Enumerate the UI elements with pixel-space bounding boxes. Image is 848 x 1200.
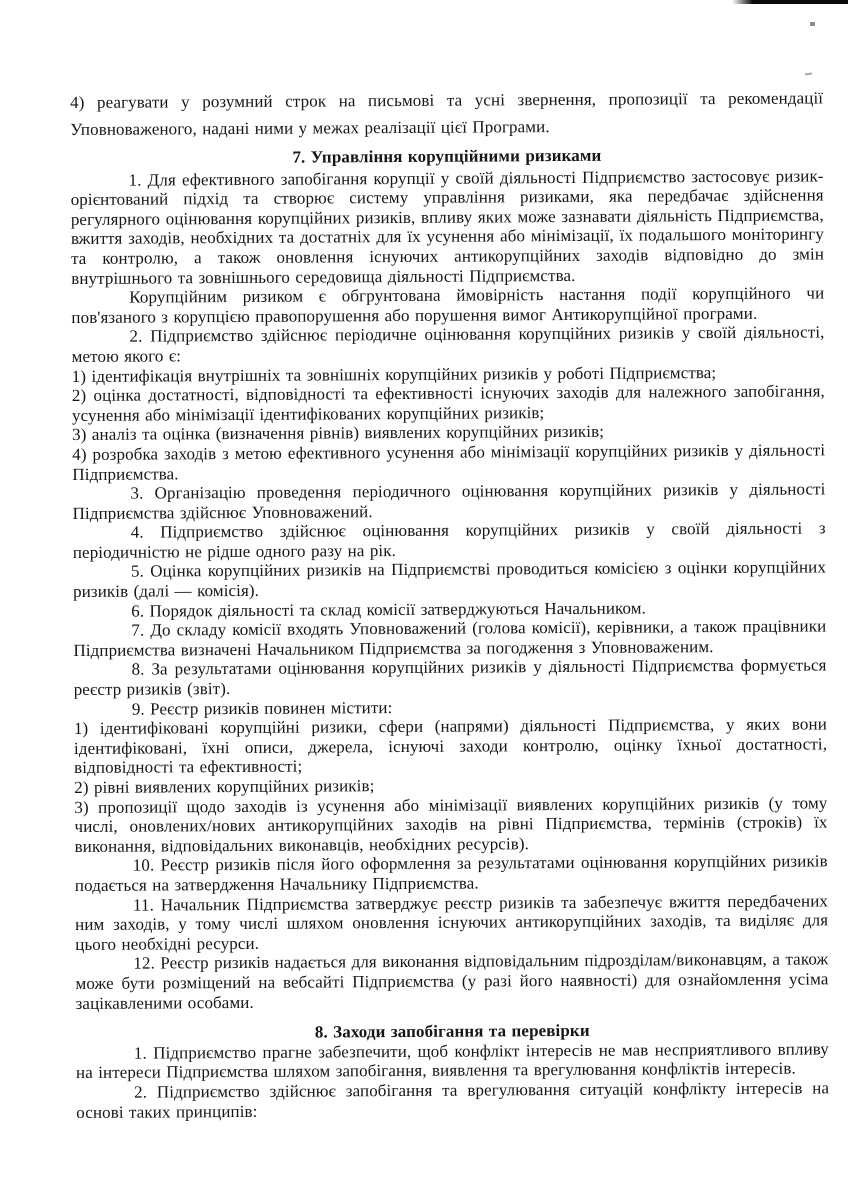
paragraph-7-7: 7. До складу комісії входять Уповноважений (голова комісії), керівники, а також працівники Підприємства визначені Начальником Підприємства за погодження з Уповноваженим. [73, 616, 827, 660]
list-item-7-2-4: 4) розробка заходів з метою ефективного усунення або мінімізації корупційних ризиків у діяльності Підприємства. [72, 440, 826, 484]
paragraph-7-3: 3. Організацію проведення періодичного оцінювання корупційних ризиків у діяльності Підприємства здійснює Уповноважений. [72, 479, 826, 523]
scan-dash-artifact [805, 73, 812, 76]
document-page [70, 84, 829, 1122]
paragraph-7-6: 6. Порядок діяльності та склад комісії затверджуються Начальником. [131, 598, 647, 621]
continued-list-item-4: 4) реагувати у розумний строк на письмові та усні звернення, пропозиції та рекомендації Уповноваженого, надані ними у межах реалізації цієї Програми. [70, 88, 824, 139]
paragraph-7-5: 5. Оцінка корупційних ризиків на Підприємстві проводиться комісією з оцінки корупційних ризиків (далі — комісія). [73, 557, 826, 602]
list-item-7-9-2: 2) рівні виявлених корупційних ризиків; [74, 776, 375, 797]
paragraph-8-2: 2. Підприємство здійснює запобігання та врегулювання ситуацій конфлікту інтересів на основі таких принципів: [76, 1078, 830, 1122]
paragraph-7-11: 11. Начальник Підприємства затверджує реєстр ризиків та забезпечує вжиття передбачених ним заходів, у тому числі шляхом оновлення існуючих антикорупційних заходів, та виділяє для цього необхідні ресурси. [75, 890, 829, 954]
paragraph-7-8: 8. За результатами оцінювання корупційних ризиків у діяльності Підприємства формується реєстр ризиків (звіт). [73, 655, 827, 700]
paragraph-7-risk-definition: Корупційним ризиком є обгрунтована ймовірність настання події корупційного чи пов'язаного з корупцією правопорушення або порушення вимог Антикорупційної програми. [71, 283, 825, 327]
paragraph-7-10: 10. Реєстр ризиків після його оформлення за результатами оцінювання корупційних ризиків подається на затвердження Начальнику Підприємства. [74, 851, 828, 895]
section-8-heading: 8. Заходи запобігання та перевірки [314, 1020, 590, 1042]
paragraph-7-9: 9. Реєстр ризиків повинен містити: [131, 697, 393, 719]
paragraph-7-12: 12. Реєстр ризиків надається для виконання відповідальним підрозділам/виконавцям, а також може бути розміщений на вебсайті Підприємства (у разі його наявності) для ознайомлення усіма зацікавленими особами. [75, 949, 829, 1013]
scan-speck-artifact [810, 22, 815, 26]
section-7-heading: 7. Управління корупційними ризиками [292, 145, 602, 167]
list-item-7-2-1: 1) ідентифікація внутрішніх та зовнішніх корупційних ризиків у роботі Підприємства; [71, 362, 717, 386]
list-item-7-9-3: 3) пропозиції щодо заходів із усунення або мінімізації виявлених корупційних ризиків (у тому числі, оновлених/нових антикорупційних заходів на рівні Підприємства, термінів (строків) їх виконання, відповідальних виконавців, необхідних ресурсів). [74, 792, 828, 856]
paragraph-7-4: 4. Підприємство здійснює оцінювання корупційних ризиків у своїй діяльності з періодичністю не рідше одного разу на рік. [72, 518, 826, 562]
paragraph-8-1: 1. Підприємство прагне забезпечити, щоб конфлікт інтересів не мав несприятливого впливу на інтереси Підприємства шляхом запобігання, виявлення та врегулювання конфліктів інтересів. [75, 1039, 829, 1083]
list-item-7-2-3: 3) аналіз та оцінка (визначення рівнів) виявлених корупційних ризиків; [72, 422, 605, 445]
list-item-7-9-1: 1) ідентифіковані корупційні ризики, сфери (напрями) діяльності Підприємства, у яких вони ідентифіковані, їхні описи, джерела, існуючі заходи контролю, оцінку їхньої достатності, відповідності та ефективності; [73, 714, 828, 778]
paragraph-7-2: 2. Підприємство здійснює періодичне оцінювання корупційних ризиків у своїй діяльності, метою якого є: [71, 322, 825, 366]
list-item-7-2-2: 2) оцінка достатності, відповідності та ефективності існуючих заходів для належного запобігання, усунення або мінімізації ідентифікованих корупційних ризиків; [71, 381, 825, 425]
paragraph-7-1: 1. Для ефективного запобігання корупції у своїй діяльності Підприємство застосовує ризик-орієнтований підхід та створює систему управління ризиками, яка передбачає здійснення регулярного оцінювання корупційних ризиків, впливу яких може зазнавати діяльність Підприємства, вжиття заходів, необхідних та достатніх для їх усунення або мінімізації, їх подальшого моніторингу та контролю, а також оновлення існуючих антикорупційних заходів відповідно до змін внутрішнього та зовнішнього середовища діяльності Підприємства. [70, 165, 825, 288]
scan-edge-bar-artifact [732, 0, 848, 4]
